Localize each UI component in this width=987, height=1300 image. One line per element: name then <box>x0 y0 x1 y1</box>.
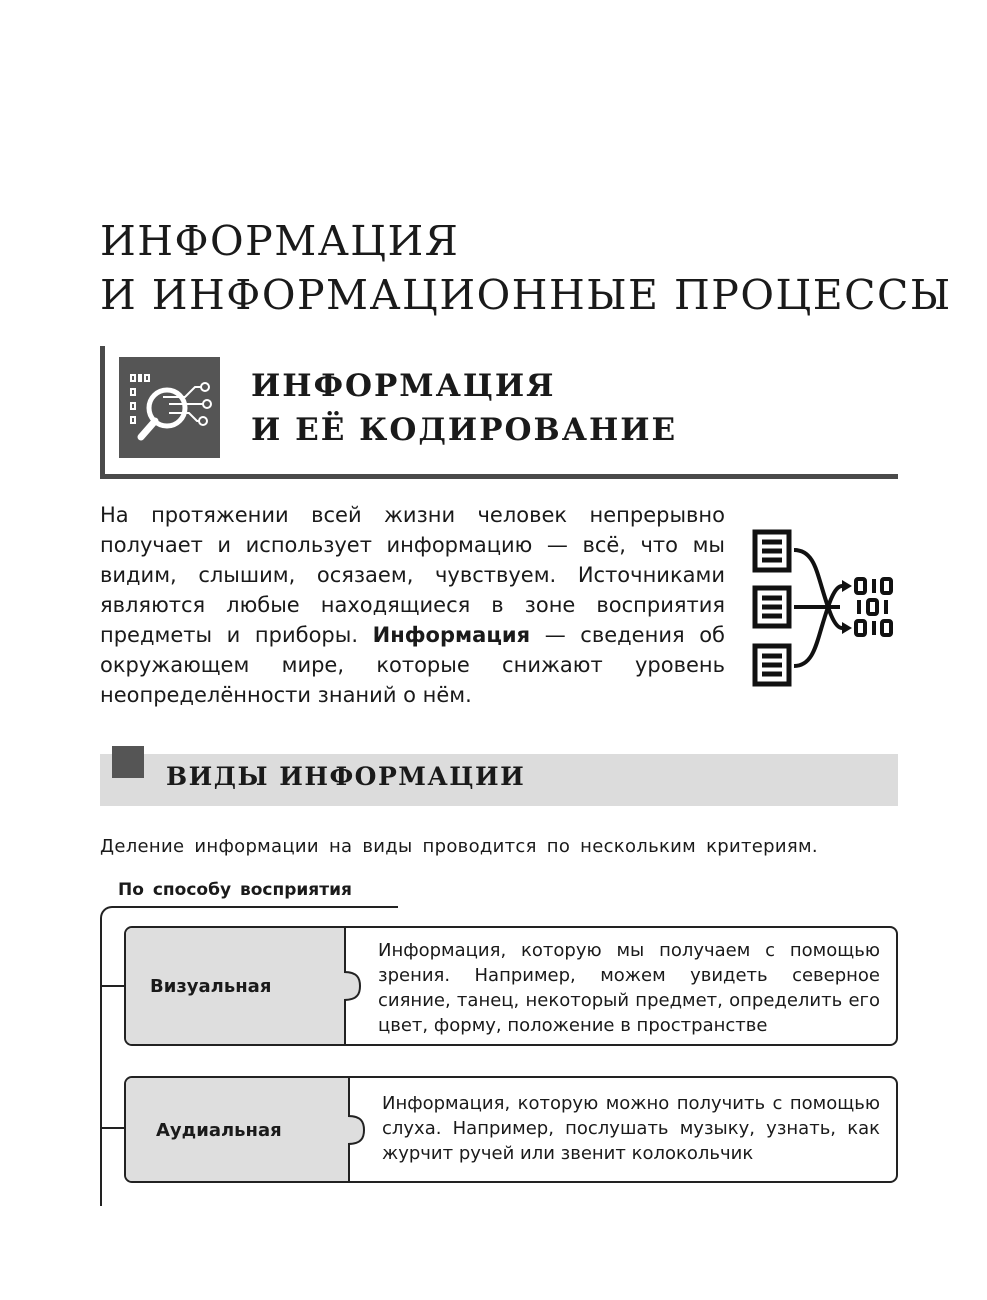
section-title-line2: И ЕЁ КОДИРОВАНИЕ <box>251 412 678 448</box>
type-tab <box>126 1078 350 1181</box>
criteria-text: Деление информации на виды проводится по нескольким критериям. <box>100 836 818 857</box>
section-title <box>251 364 677 452</box>
documents-to-binary-icon <box>750 528 900 688</box>
group-underline <box>112 906 398 908</box>
intro-paragraph <box>100 500 725 710</box>
type-description: Информация, которую можно получить с помощью слуха. Например, послушать музыку, узнать, как журчит ручей или звенит колокольчик <box>382 1093 880 1164</box>
intro-text-after: — сведения об окружающем мире, которые снижают уровень неопределённости знаний о нём. <box>100 623 726 707</box>
chapter-title-line1: ИНФОРМАЦИЯ <box>100 217 460 265</box>
square-marker-icon <box>112 746 144 778</box>
chapter-title <box>100 214 952 322</box>
subsection-header <box>100 754 898 806</box>
subsection-title: ВИДЫ ИНФОРМАЦИИ <box>166 762 526 791</box>
puzzle-notch-icon <box>344 971 372 1001</box>
intro-term: Информация <box>372 623 531 647</box>
intro-text-before: На протяжении всей жизни человек непрерывно получает и использует информацию — всё, что мы видим, слышим, осязаем, чувствуем. Источниками являются любые находящиеся в зоне восприятия предметы и приборы. <box>100 503 725 647</box>
chapter-title-line2: И ИНФОРМАЦИОННЫЕ ПРОЦЕССЫ <box>100 271 952 319</box>
section-title-line1: ИНФОРМАЦИЯ <box>251 368 556 404</box>
group-tick <box>100 985 126 987</box>
group-tick <box>100 1127 126 1129</box>
search-circuit-icon <box>119 357 220 458</box>
type-label: Аудиальная <box>156 1120 282 1141</box>
group-bracket-line <box>100 924 102 1206</box>
type-label: Визуальная <box>150 976 272 997</box>
group-bracket-corner <box>100 906 114 926</box>
type-description: Информация, которую мы получаем с помощью зрения. Например, можем увидеть северное сияние, танец, некоторый предмет, определить его цвет, форму, положение в пространстве <box>378 940 880 1036</box>
group-label: По способу восприятия <box>118 880 352 900</box>
section-header <box>100 346 898 479</box>
puzzle-notch-icon <box>348 1115 376 1145</box>
type-card-visual <box>124 926 898 1046</box>
type-tab <box>126 928 346 1044</box>
type-card-audial <box>124 1076 898 1183</box>
